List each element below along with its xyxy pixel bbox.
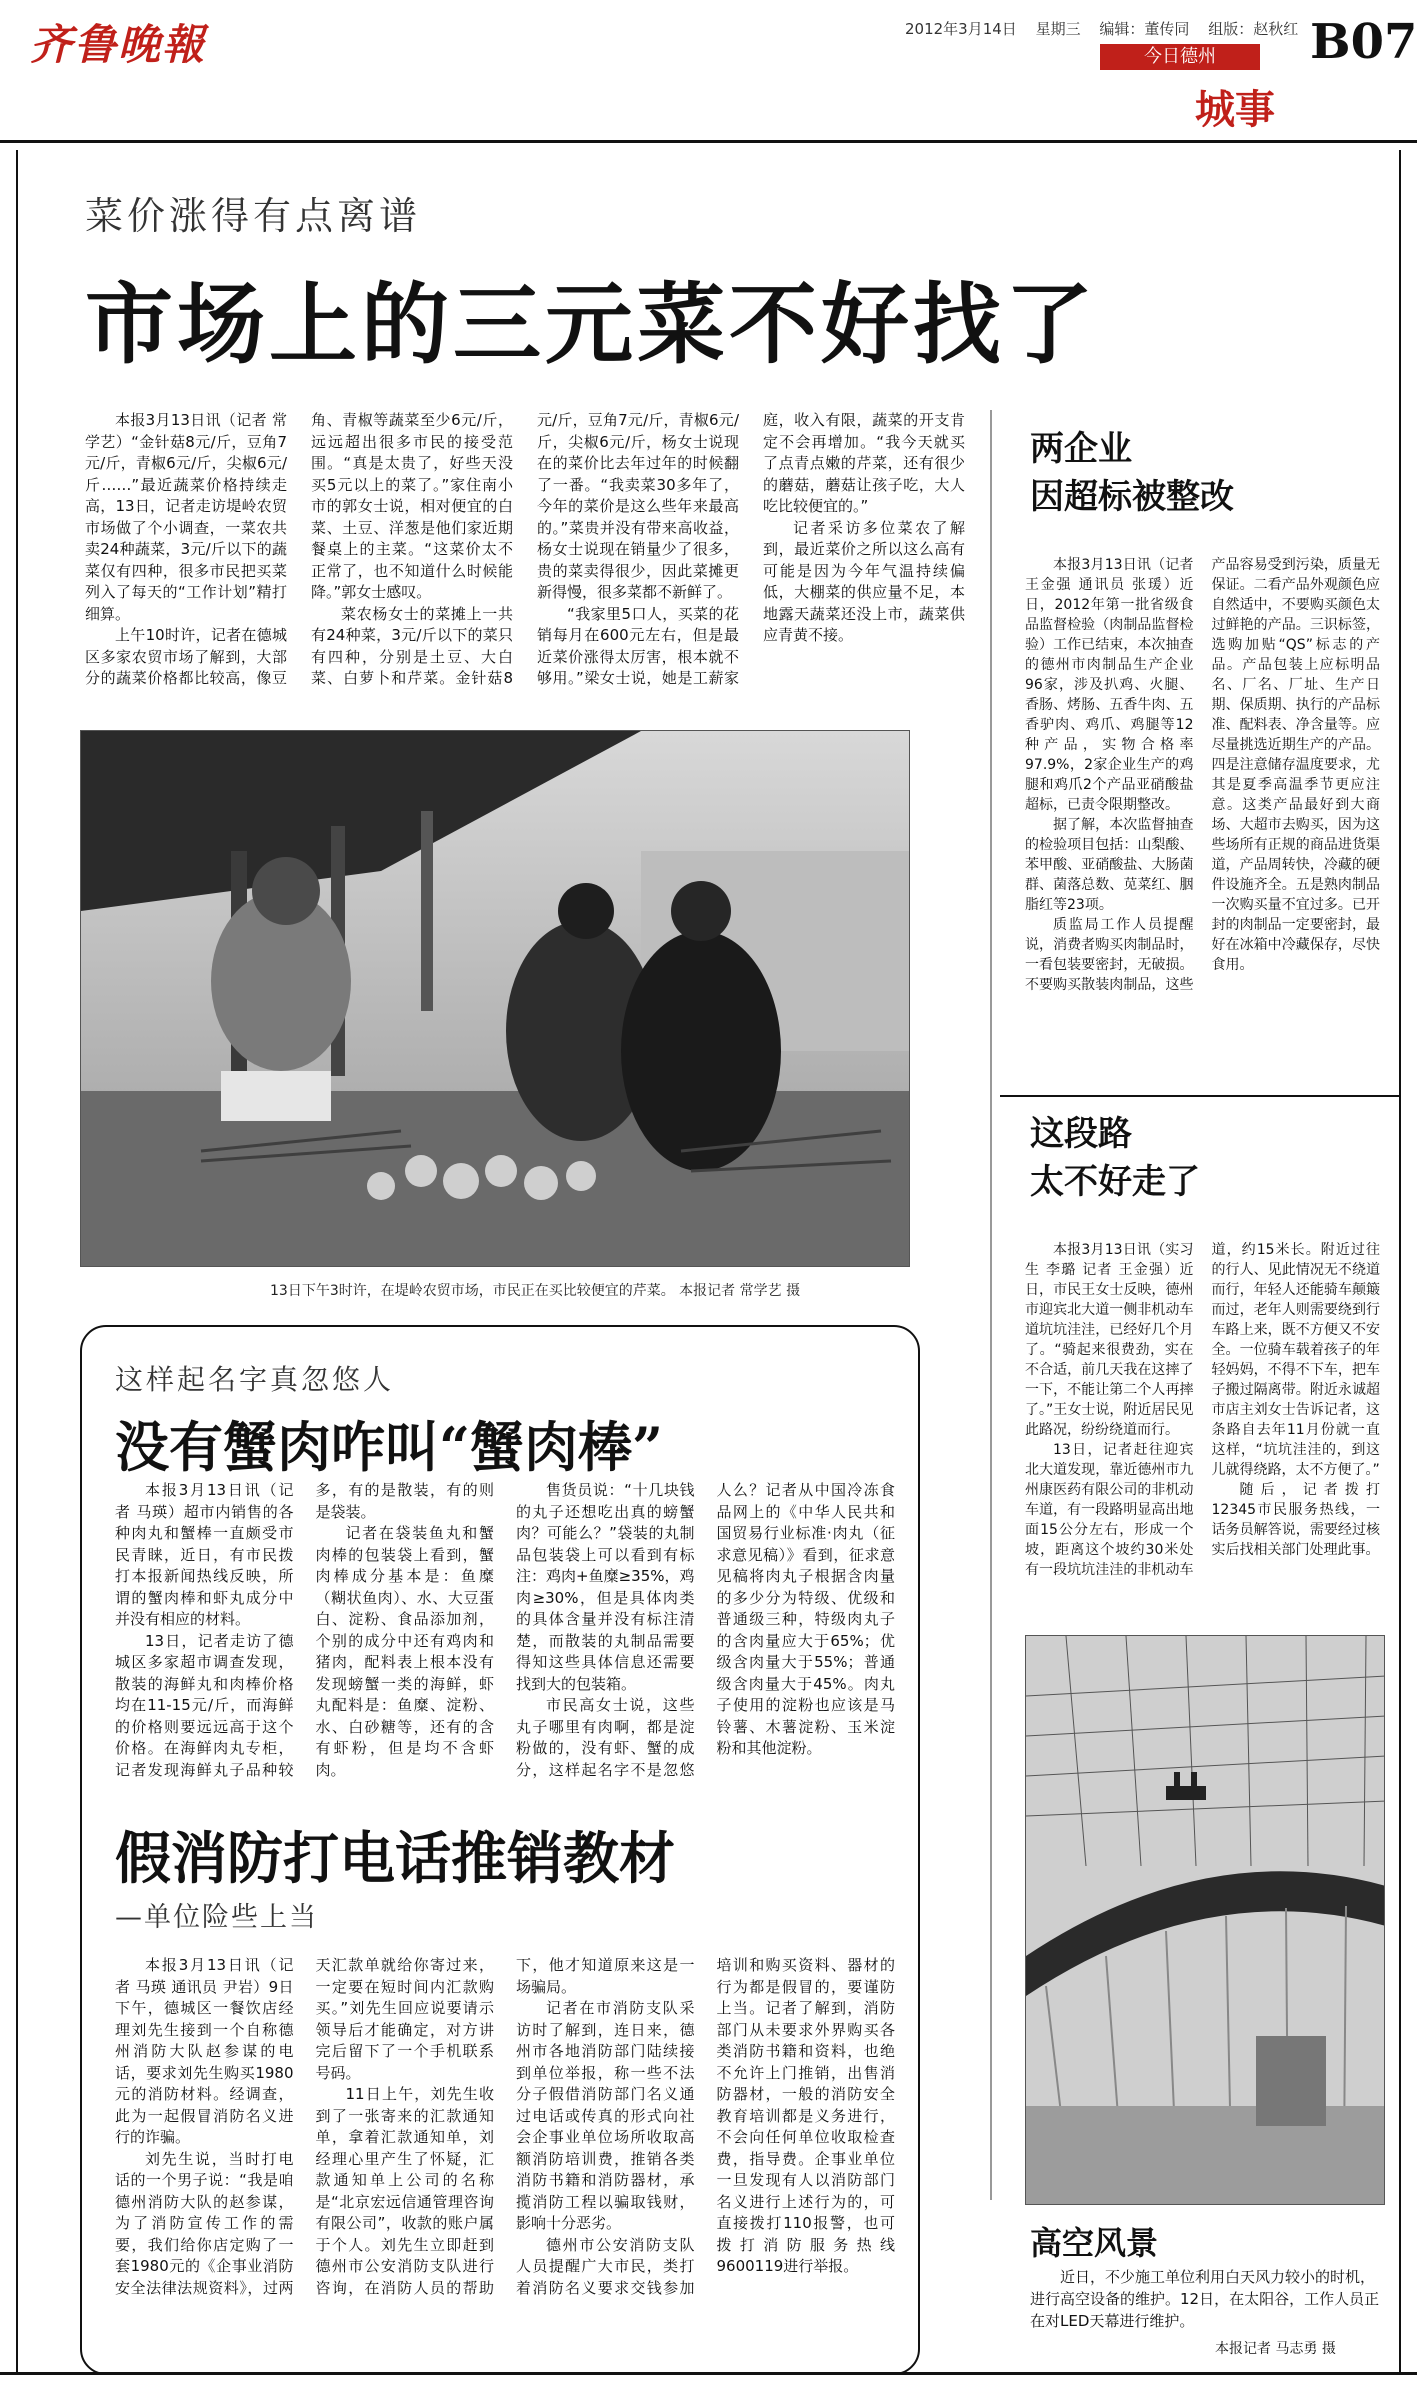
issue-weekday: 星期三: [1035, 20, 1081, 38]
side2-paragraph: 本报3月13日讯（实习生 李璐 记者 王金强）近日，市民王女士反映，德州市迎宾北大道一侧非机动车道坑坑洼洼，已经好几个月了。“骑起来很费劲，实在不合适，前几天我在这摔了一下，不能让第二个人再摔了。”王女士说，附近居民见此路况，纷纷绕道而行。: [1025, 1242, 1194, 1438]
canopy-photo-title: 高空风景: [1030, 2224, 1159, 2262]
box1-paragraph: 本报3月13日讯（记者 马瑛）超市内销售的各种肉丸和蟹棒一直颇受市民青睐，近日，有市民拨打本报新闻热线反映，所谓的蟹肉棒和虾丸成分中并没有相应的材料。: [115, 1481, 294, 1628]
lead-paragraph: “我家里5口人，买菜的花销每月在600元左右，但是最近菜价涨得太厉害，根本就不够用。”梁女士说，她是工薪家庭，收入有限，蔬菜的开支肯定不会再增加。“我今天就买了点青点嫩的芹菜，还有很少的蘑菇，蘑菇让孩子吃，大人吃比较便宜的。”: [537, 411, 965, 687]
box2-paragraph: 本报3月13日讯（记者 马瑛 通讯员 尹岩）9日下午，德城区一餐饮店经理刘先生接到一个自称德州消防大队赵参谋的电话，要求刘先生购买1980元的消防材料。经调查，此为一起假冒消防名义进行的诈骗。: [115, 1956, 294, 2146]
side1-paragraph: 质监局工作人员提醒说，消费者购买肉制品时，一看包装要密封，无破损。不要购买散装肉制品，这些产品容易受到污染，质量无保证。二看产品外观颜色应自然适中，不要购买颜色太过鲜艳的产品。三识标签，选购加贴“QS”标志的产品。产品包装上应标明品名、厂名、厂址、生产日期、保质期、执行的产品标准、配料表、净含量等。应尽量挑选近期生产的产品。四是注意储存温度要求，尤其是夏季高温季节更应注意。这类产品最好到大商场、大超市去购买，因为这些场所有正规的商品进货渠道，产品周转快，冷藏的硬件设施齐全。五是熟肉制品一次购买量不宜过多。已开封的肉制品一定要密封，最好在冰箱中冷藏保存，尽快食用。: [1025, 557, 1380, 993]
box1-paragraph: 售货员说：“十几块钱的丸子还想吃出真的螃蟹肉？可能么？”袋装的丸制品包装袋上可以看到有标注：鸡肉+鱼糜≥35%，鸡肉≥30%，但是具体肉类的具体含量并没有标注清楚，而散装的丸制品需要得知这些具体信息还需要找到大的包装箱。: [516, 1481, 695, 1693]
box2-paragraph: 德州市公安消防支队人员提醒广大市民，类打着消防名义要求交钱参加培训和购买资料、器材的行为都是假冒的，要谨防上当。记者了解到，消防部门从未要求外界购买各类消防书籍和资料，也绝不允许上门推销，出售消防器材，一般的消防安全教育培训都是义务进行，不会向任何单位收取检查费，指导费。企事业单位一旦发现有人以消防部门名义进行上述行为的，可直接拨打110报警，也可拨打消防服务热线9600119进行举报。: [516, 1956, 895, 2297]
side-divider: [1000, 1095, 1400, 1097]
market-photo-caption: 13日下午3时许，在堤岭农贸市场，市民正在买比较便宜的芹菜。 本报记者 常学艺 摄: [270, 1283, 801, 1299]
page-number: B07: [1310, 14, 1417, 70]
lead-paragraph: 记者采访多位菜农了解到，最近菜价之所以这么高有可能是因为今年气温持续偏低，大棚菜的供应量不足，本地露天蔬菜还没上市，蔬菜供应青黄不接。: [763, 518, 965, 644]
side2-article-body: [1025, 1240, 1380, 1620]
market-photo: [80, 730, 910, 1267]
side2-headline: [1030, 1110, 1200, 1206]
box1-paragraph: 13日，记者走访了德城区多家超市调查发现，散装的海鲜丸和肉棒价格均在11-15元/斤，而海鲜的价格则要远远高于这个价格。在海鲜肉丸专柜，记者发现海鲜丸子品种较多，有的是散装，有的则是袋装。: [115, 1481, 494, 1779]
side2-title-line2: 太不好走了: [1030, 1162, 1200, 1202]
layout-credit: 组版：赵秋红: [1208, 20, 1299, 38]
side1-paragraph: 本报3月13日讯（记者 王金强 通讯员 张瑗）近日，2012年第一批省级食品监督检验（肉制品监督检验）工作已结束，本次抽查的德州市肉制品生产企业96家，涉及扒鸡、火腿、香肠、烤肠、五香牛肉、五香驴肉、鸡爪、鸡腿等12种产品，实物合格率97.9%，2家企业生产的鸡腿和鸡爪2个产品亚硝酸盐超标，已责令限期整改。: [1025, 557, 1194, 813]
issue-meta: [905, 18, 1312, 39]
box1-kicker: 这样起名字真忽悠人: [115, 1363, 395, 1396]
canopy-photo-credit: 本报记者 马志勇 摄: [1215, 2341, 1336, 2357]
side1-title-line1: 两企业: [1030, 429, 1132, 469]
side1-paragraph: 据了解，本次监督抽查的检验项目包括：山梨酸、苯甲酸、亚硝酸盐、大肠菌群、菌落总数、苋菜红、胭脂红等23项。: [1025, 817, 1194, 913]
lead-kicker: 菜价涨得有点离谱: [85, 194, 422, 238]
box2-paragraph: 刘先生说，当时打电话的一个男子说：“我是咱德州消防大队的赵参谋，为了消防宣传工作的需要，我们给你店定购了一套1980元的《企事业消防安全法律法规资料》，过两天汇款单就给你寄过来，一定要在短时间内汇款购买。”刘先生回应说要请示领导后才能确定，对方讲完后留下了一个手机联系号码。: [115, 1956, 494, 2297]
canopy-photo-caption: 近日，不少施工单位利用白天风力较小的时机，进行高空设备的维护。12日，在太阳谷，工作人员正在对LED天幕进行维护。: [1030, 2268, 1380, 2330]
lead-paragraph: 菜农杨女士的菜摊上一共有24种菜，3元/斤以下的菜只有四种，分别是土豆、大白菜、白萝卜和芹菜。金针菇8元/斤，豆角7元/斤，青椒6元/斤，尖椒6元/斤，杨女士说现在的菜价比去年过年的时候翻了一番。“我卖菜30多年了，今年的菜价是这么些年来最高的。”菜贵并没有带来高收益，杨女士说现在销量少了很多，贵的菜卖得很少，因此菜摊更新得慢，很多菜都不新鲜了。: [311, 411, 739, 687]
lead-article-body: [85, 410, 965, 710]
side1-article-body: [1025, 555, 1380, 1115]
canopy-photo-illustration: [1026, 1636, 1385, 2205]
issue-date: 2012年3月14日: [905, 20, 1017, 38]
box2-subtitle: —单位险些上当: [115, 1902, 318, 1933]
market-photo-illustration: [81, 731, 910, 1267]
box1-paragraph: 市民高女士说，这些丸子哪里有肉啊，都是淀粉做的，没有虾、蟹的成分，这样起名字不是忽悠人么？记者从中国冷冻食品网上的《中华人民共和国贸易行业标准·肉丸（征求意见稿）》看到，征求意见稿将肉丸子根据含肉量的多少分为特级、优级和普通级三种，特级肉丸子的含肉量应大于65%；优级含肉量大于55%；普通级含肉量大于45%。肉丸子使用的淀粉也应该是马铃薯、木薯淀粉、玉米淀粉和其他淀粉。: [516, 1481, 895, 1779]
masthead-rule: [0, 140, 1417, 143]
section-name: 城事: [1195, 86, 1275, 133]
side1-title-line2: 因超标被整改: [1030, 477, 1234, 517]
column-divider: [990, 410, 992, 2200]
section-tag: 今日德州: [1100, 44, 1260, 70]
side2-title-line1: 这段路: [1030, 1114, 1132, 1154]
editor-credit: 编辑：董传同: [1099, 20, 1190, 38]
side2-paragraph: 13日，记者赶往迎宾北大道发现，靠近德州市九州康医药有限公司的非机动车道，有一段路明显高出地面15公分左右，形成一个坡，距离这个坡约30米处有一段坑坑洼洼的非机动车道，约15米长。附近过往的行人、见此情况无不绕道而行，年轻人还能骑车颠簸而过，老年人则需要绕到行车路上来，既不方便又不安全。一位骑车载着孩子的年轻妈妈，不得不下车，把车子搬过隔离带。附近永诚超市店主刘女士告诉记者，这条路自去年11月份就一直这样，“坑坑洼洼的，到这儿就得绕路，太不方便了。”: [1025, 1242, 1380, 1578]
masthead: [0, 0, 1417, 145]
box2-headline: 假消防打电话推销教材: [115, 1826, 675, 1892]
box1-headline: 没有蟹肉咋叫“蟹肉棒”: [115, 1415, 664, 1479]
lead-headline: 市场上的三元菜不好找了: [85, 272, 1098, 376]
box1-paragraph: 记者在袋装鱼丸和蟹肉棒的包装袋上看到，蟹肉棒成分基本是：鱼糜（糊状鱼肉）、水、大豆蛋白、淀粉、食品添加剂，个别的成分中还有鸡肉和猪肉，配料表上根本没有发现螃蟹一类的海鲜，虾丸配料是：鱼糜、淀粉、水、白砂糖等，还有的含有虾粉，但是均不含虾肉。: [315, 1524, 494, 1779]
box1-article-body: [115, 1480, 895, 1805]
newspaper-logo: 齐鲁晚報: [30, 20, 207, 69]
box2-paragraph: 11日上午，刘先生收到了一张寄来的汇款通知单，拿着汇款通知单，刘经理心里产生了怀疑，汇款通知单上公司的名称是“北京宏远信通管理咨询有限公司”，收款的账户属于个人。刘先生立即赶到德州市公安消防支队进行咨询，在消防人员的帮助下，他才知道原来这是一场骗局。: [315, 1956, 695, 2297]
lead-paragraph: 本报3月13日讯（记者 常学艺）“金针菇8元/斤，豆角7元/斤，青椒6元/斤，尖椒6元/斤……”最近蔬菜价格持续走高，13日，记者走访堤岭农贸市场做了个小调查，一菜农共卖24种蔬菜，3元/斤以下的蔬菜仅有四种，很多市民把买菜列入了每天的“工作计划”精打细算。: [85, 411, 287, 623]
canopy-photo: [1025, 1635, 1385, 2205]
box2-article-body: [115, 1955, 895, 2365]
bottom-rule: [0, 2372, 1417, 2375]
side2-paragraph: 随后，记者拨打12345市民服务热线，一话务员解答说，需要经过核实后找相关部门处理此事。: [1211, 1482, 1380, 1558]
lead-paragraph: 上午10时许，记者在德城区多家农贸市场了解到，大部分的蔬菜价格都比较高，像豆角、青椒等蔬菜至少6元/斤，远远超出很多市民的接受范围。“真是太贵了，好些天没买5元以上的菜了。”家住南小市的郭女士说，相对便宜的白菜、土豆、洋葱是他们家近期餐桌上的主菜。“这菜价太不正常了，也不知道什么时候能降。”郭女士感叹。: [85, 411, 513, 687]
box2-paragraph: 记者在市消防支队采访时了解到，连日来，德州市各地消防部门陆续接到单位举报，称一些不法分子假借消防部门名义通过电话或传真的形式向社会企事业单位场所收取高额消防培训费，推销各类消防书籍和消防器材，承揽消防工程以骗取钱财，影响十分恶劣。: [516, 1999, 695, 2232]
side1-headline: [1030, 425, 1234, 521]
